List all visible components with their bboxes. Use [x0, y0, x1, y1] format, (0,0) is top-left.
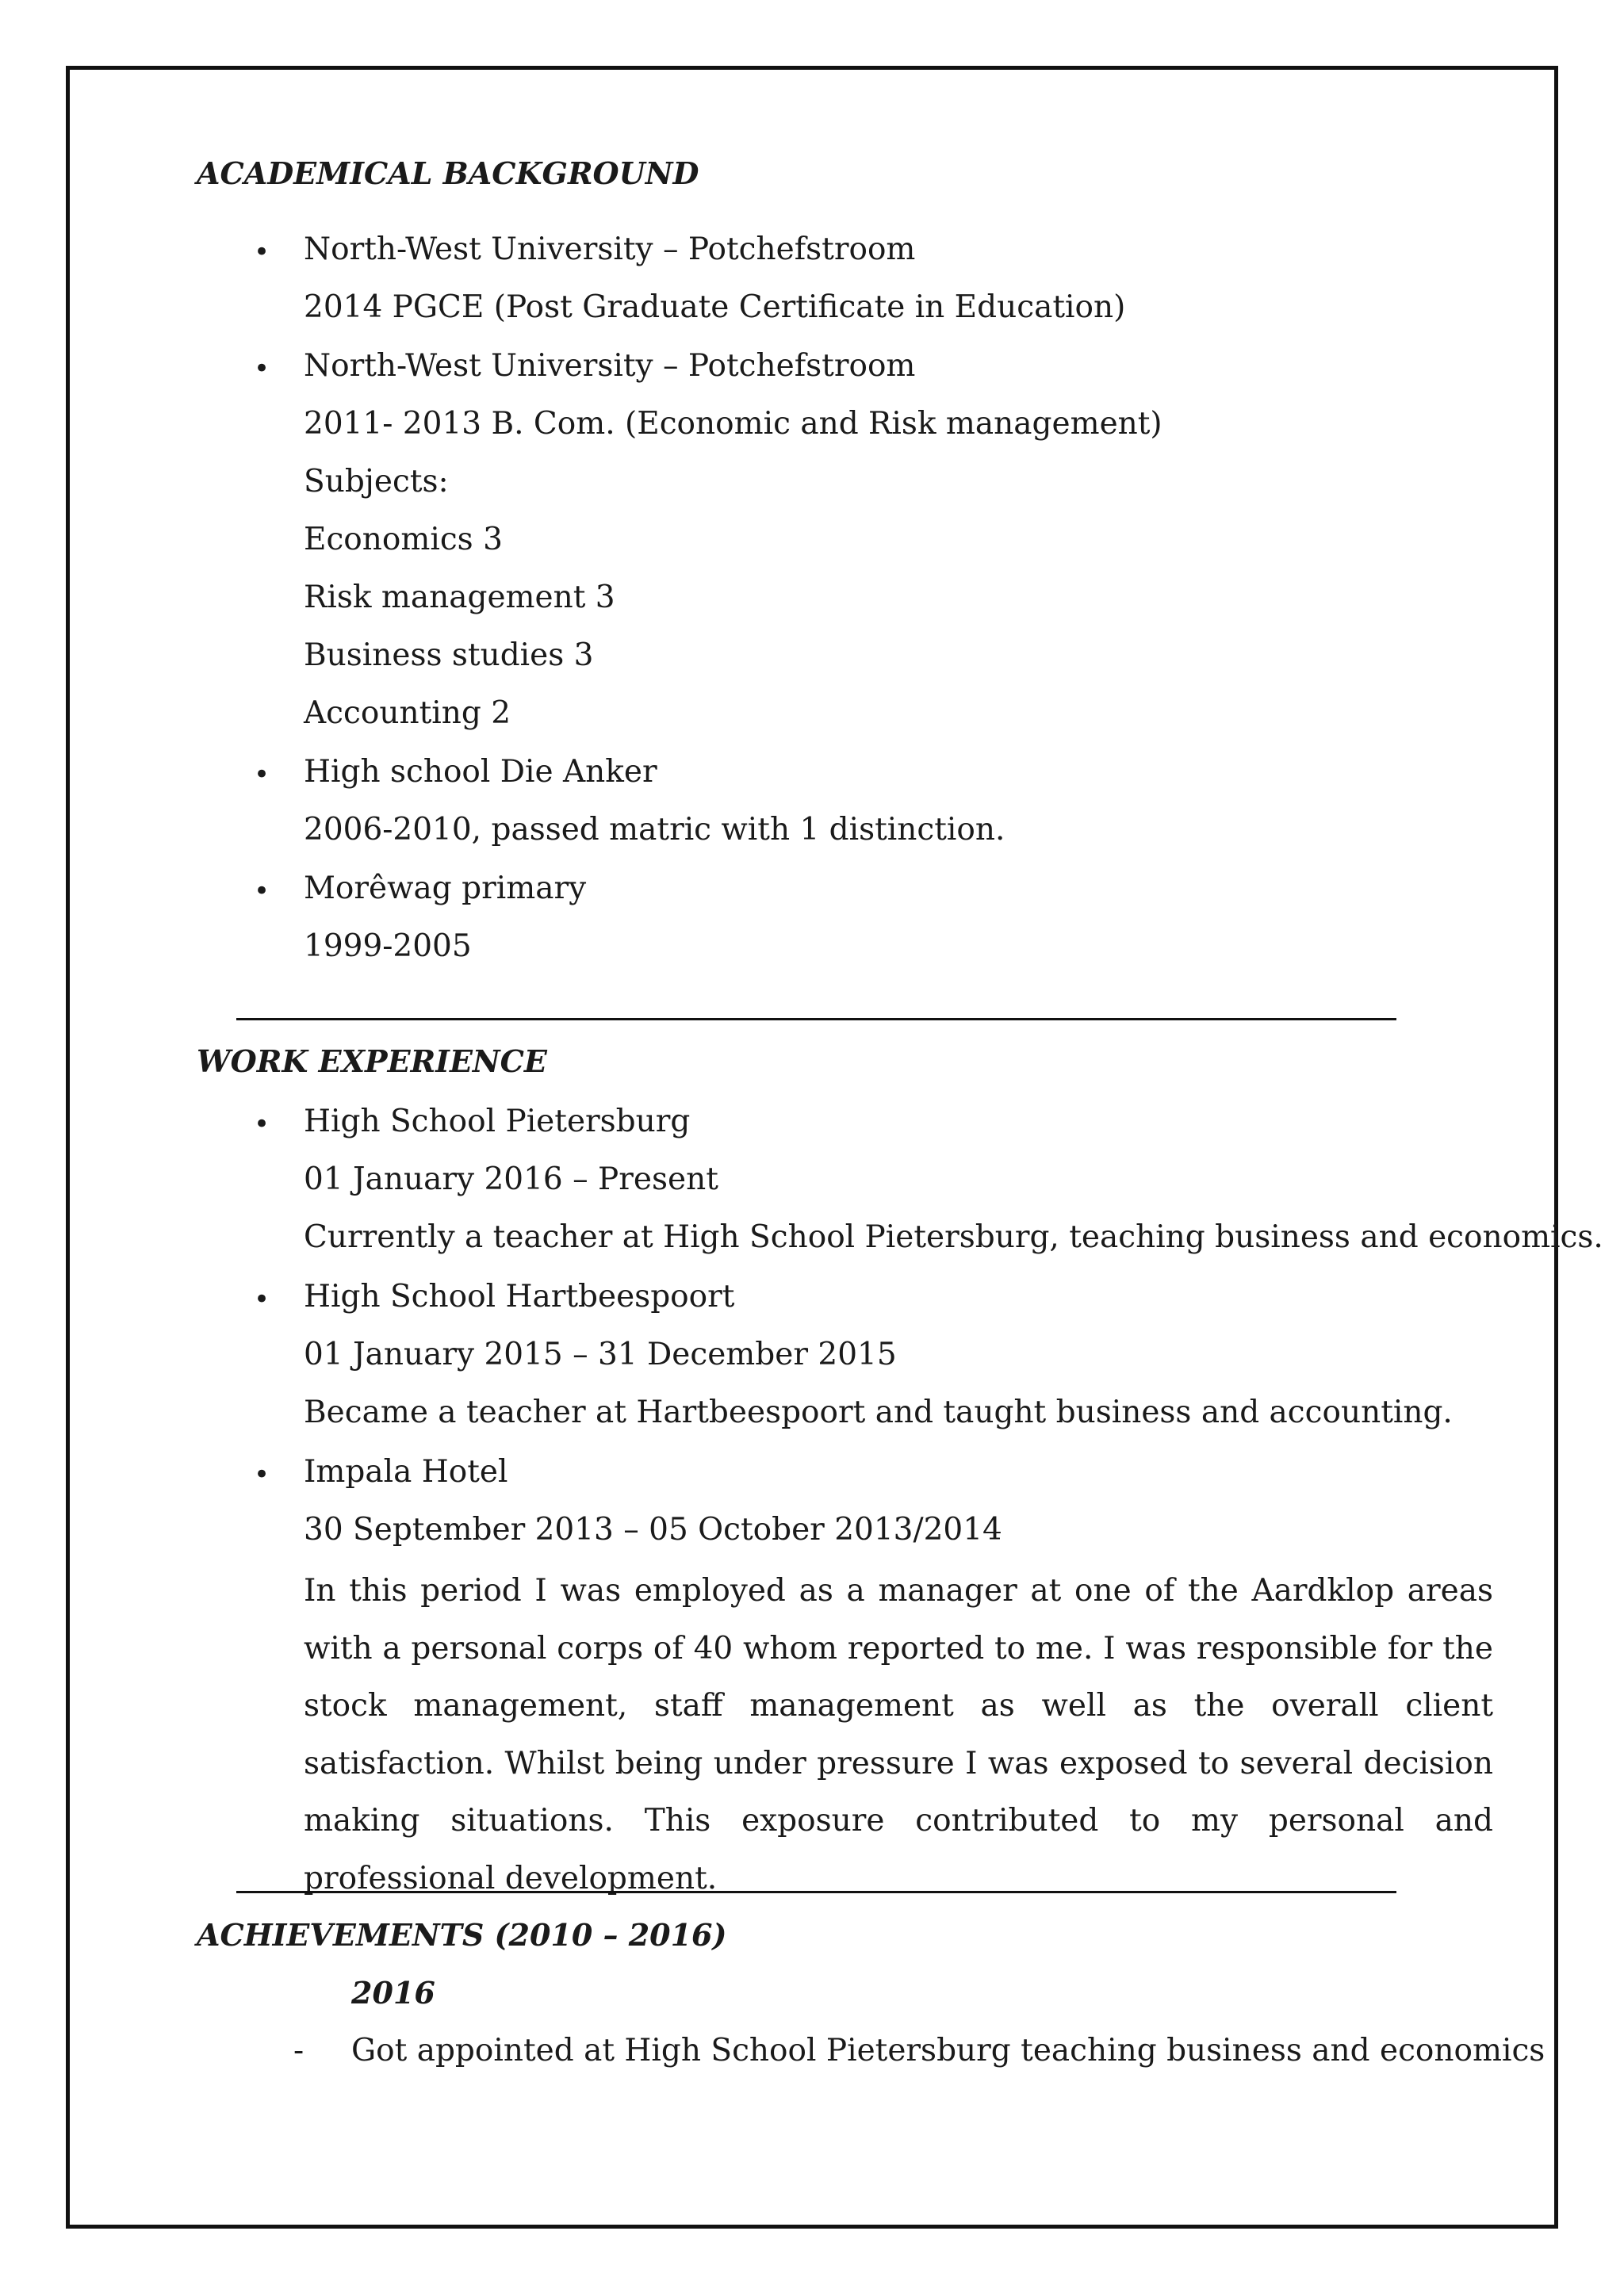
academic-entry-line: 1999-2005	[304, 928, 472, 964]
bullet-icon: •	[254, 1108, 270, 1140]
section-divider	[236, 1891, 1396, 1893]
achievement-year: 2016	[351, 1975, 435, 2011]
academic-entry-line: Business studies 3	[304, 637, 594, 673]
bullet-icon: •	[254, 236, 270, 268]
bullet-icon: •	[254, 353, 270, 385]
academic-entry-line: Accounting 2	[304, 695, 511, 731]
work-entry-description: In this period I was employed as a manager at one of the Aardklop areas with a personal corps of 40 whom reported to me. I was responsible for the stock management, staff management as well as the overall client satisfaction. Whilst being under pressure I was exposed to several decision making situations. This exposure contributed to my personal and professional development.	[304, 1573, 1493, 1896]
academic-entry-title: Morêwag primary	[304, 871, 587, 906]
work-heading: WORK EXPERIENCE	[197, 1043, 547, 1079]
work-entry-title: High School Pietersburg	[304, 1104, 691, 1139]
work-entry-description: Currently a teacher at High School Pietersburg, teaching business and economics.	[304, 1219, 1603, 1255]
academic-entry-line: Economics 3	[304, 522, 503, 557]
work-entry-title: High School Hartbeespoort	[304, 1279, 735, 1314]
achievements-heading: ACHIEVEMENTS (2010 – 2016)	[197, 1917, 727, 1953]
bullet-icon: •	[254, 759, 270, 790]
work-entry-period: 01 January 2015 – 31 December 2015	[304, 1337, 897, 1372]
work-entry-description: Became a teacher at Hartbeespoort and taught business and accounting.	[304, 1395, 1453, 1430]
achievement-item: Got appointed at High School Pietersburg teaching business and economics	[351, 2033, 1545, 2068]
academic-entry-line: Subjects:	[304, 464, 449, 499]
academic-entry-title: North-West University – Potchefstroom	[304, 232, 916, 267]
academic-entry-title: High school Die Anker	[304, 754, 657, 790]
section-divider	[236, 1018, 1396, 1020]
academic-entry-title: North-West University – Potchefstroom	[304, 348, 916, 384]
work-entry-title: Impala Hotel	[304, 1454, 508, 1490]
academic-entry-line: 2006-2010, passed matric with 1 distinction.	[304, 812, 1005, 848]
bullet-icon: •	[254, 875, 270, 907]
academic-entry-line: 2011- 2013 B. Com. (Economic and Risk management)	[304, 406, 1162, 442]
work-entry-period: 30 September 2013 – 05 October 2013/2014	[304, 1512, 1002, 1548]
work-entry-period: 01 January 2016 – Present	[304, 1161, 718, 1197]
academic-heading: ACADEMICAL BACKGROUND	[197, 155, 699, 191]
dash-marker: -	[293, 2033, 304, 2068]
academic-entry-line: 2014 PGCE (Post Graduate Certificate in Education)	[304, 289, 1126, 325]
academic-entry-line: Risk management 3	[304, 580, 615, 615]
bullet-icon: •	[254, 1284, 270, 1315]
bullet-icon: •	[254, 1459, 270, 1490]
